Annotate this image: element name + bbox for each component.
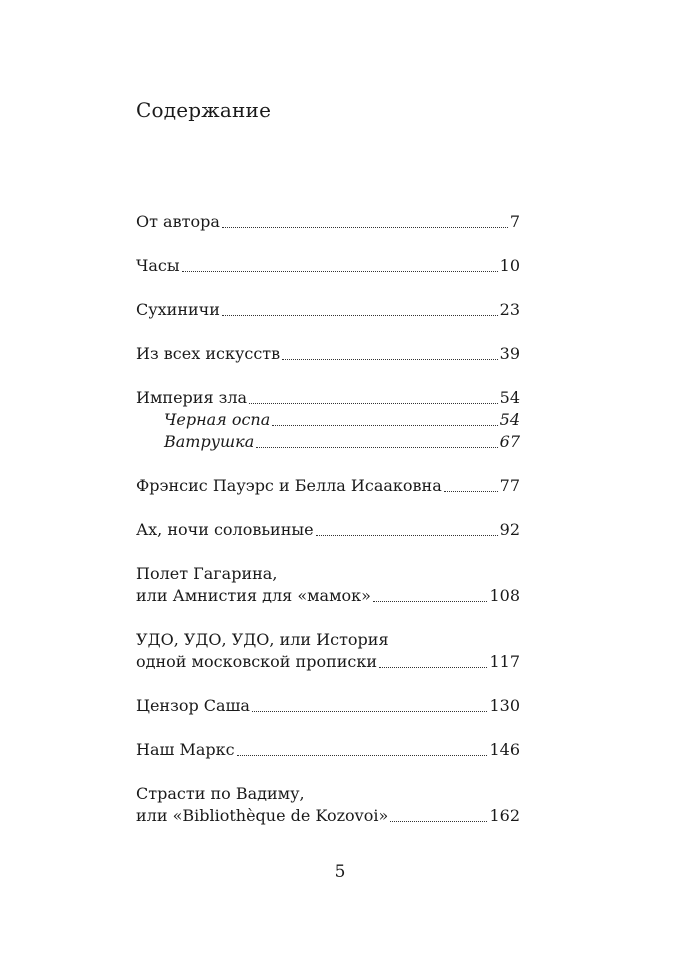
dot-leader	[444, 490, 498, 492]
toc-entry-chasy[interactable]	[136, 255, 520, 277]
dot-leader	[222, 226, 508, 228]
toc-entry-page: 92	[499, 520, 520, 539]
toc-entry-page: 162	[489, 806, 520, 825]
toc-entry-title-line1: Полет Гагарина,	[136, 564, 278, 583]
toc-entry-iz-vseh-iskusstv[interactable]	[136, 343, 520, 365]
toc-entry-strasti-po-vadimu[interactable]	[136, 783, 520, 827]
toc-entry-page: 54	[499, 388, 520, 407]
toc-entry-imperiya-zla	[136, 387, 520, 453]
toc-entry-title-line2: одной московской прописки	[136, 652, 378, 671]
dot-leader	[282, 358, 498, 360]
dot-leader	[222, 314, 498, 316]
toc-entry-page: 10	[499, 256, 520, 275]
toc-entry-ot-avtora[interactable]	[136, 211, 520, 233]
toc-entry-page: 146	[489, 740, 520, 759]
toc-entry-title: Империя зла	[136, 388, 248, 407]
toc-entry-page: 130	[489, 696, 520, 715]
toc-entry-title: Наш Маркс	[136, 740, 235, 759]
toc-entry-title-line2: или Амнистия для «мамок»	[136, 586, 371, 605]
toc-entry-title-line1: Страсти по Вадиму,	[136, 784, 305, 803]
toc-entry-title-line1: УДО, УДО, УДО, или История	[136, 630, 389, 649]
dot-leader	[379, 666, 487, 668]
toc-entry-ah-nochi-solovinye[interactable]	[136, 519, 520, 541]
toc-subentry-title: Ватрушка	[164, 432, 255, 451]
toc-subentry-page: 54	[499, 410, 520, 429]
dot-leader	[256, 446, 497, 448]
toc-entry-suhinichi[interactable]	[136, 299, 520, 321]
dot-leader	[373, 600, 487, 602]
toc-entry-page: 39	[499, 344, 520, 363]
toc-entry-title: От автора	[136, 212, 220, 231]
toc-subentry-chernaya-ospa[interactable]	[136, 409, 520, 431]
toc-entry-title: Фрэнсис Пауэрс и Белла Исааковна	[136, 476, 442, 495]
toc-entry-cenzor-sasha[interactable]	[136, 695, 520, 717]
toc-entry-nash-marks[interactable]	[136, 739, 520, 761]
toc-subentry-vatrushka[interactable]	[136, 431, 520, 453]
toc-entry-page: 7	[509, 212, 520, 231]
toc-subentry-page: 67	[499, 432, 520, 451]
toc-entry-title: Часы	[136, 256, 180, 275]
toc-entry-page: 77	[499, 476, 520, 495]
toc-entry-title: Цензор Саша	[136, 696, 250, 715]
toc-entry-page: 108	[489, 586, 520, 605]
dot-leader	[272, 424, 497, 426]
toc-entry-title-line2: или «Bibliothèque de Kozovoi»	[136, 806, 389, 825]
toc-entry-title: Сухиничи	[136, 300, 220, 319]
toc-entry-page: 117	[489, 652, 520, 671]
dot-leader	[237, 754, 488, 756]
toc-entry-page: 23	[499, 300, 520, 319]
toc-entry-udo[interactable]	[136, 629, 520, 673]
toc-entry-frensis-pauers[interactable]	[136, 475, 520, 497]
page-title: Содержание	[136, 98, 272, 122]
toc-entry-title: Ах, ночи соловьиные	[136, 520, 314, 539]
toc-entry-polet-gagarina[interactable]	[136, 563, 520, 607]
toc-entry-title: Из всех искусств	[136, 344, 281, 363]
dot-leader	[182, 270, 498, 272]
dot-leader	[252, 710, 487, 712]
toc-subentry-title: Черная оспа	[164, 410, 271, 429]
dot-leader	[249, 402, 498, 404]
toc-entry-main-line[interactable]	[136, 387, 520, 409]
dot-leader	[390, 820, 487, 822]
table-of-contents	[136, 211, 520, 827]
page-number: 5	[334, 862, 346, 882]
dot-leader	[316, 534, 498, 536]
